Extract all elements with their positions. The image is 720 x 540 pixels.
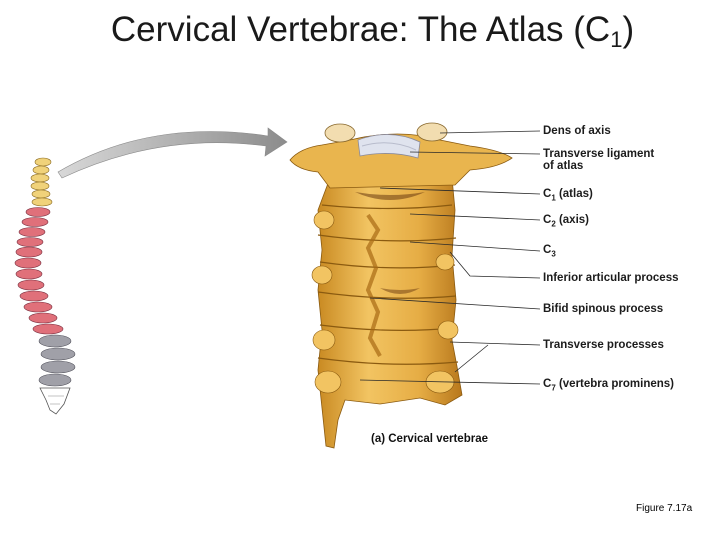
lumbar-region	[39, 335, 75, 386]
cervical-vertebrae-illustration	[290, 123, 512, 448]
label-c7-vertebra-prominens: $C_7$ (vertebra prominens)	[543, 378, 674, 393]
title-subscript: 1	[610, 27, 623, 52]
figure-reference: Figure 7.17a	[636, 503, 693, 514]
leader-dens	[440, 131, 540, 133]
label-transverse-ligament: Transverse ligament of atlas	[543, 148, 655, 172]
cervical-region	[31, 158, 52, 206]
label-c1-atlas: $C_1$ (atlas)	[543, 188, 593, 203]
leader-transverse-processes	[450, 342, 540, 345]
label-inferior-articular-process: Inferior articular process	[543, 272, 679, 284]
label-transverse-processes: Transverse processes	[543, 339, 664, 351]
label-c2-axis: $C_2$ (axis)	[543, 214, 590, 229]
sacrum-coccyx	[40, 388, 70, 414]
title-main: Cervical Vertebrae: The Atlas (C	[110, 10, 611, 49]
spine-overview	[15, 158, 75, 414]
leader-inferior-articular	[450, 252, 540, 278]
figure-caption: (a) Cervical vertebrae	[371, 433, 488, 445]
title-close: )	[622, 10, 635, 49]
thoracic-region	[15, 208, 63, 335]
curved-arrow	[58, 128, 287, 178]
leader-transverse-processes-2	[455, 345, 488, 372]
label-dens-of-axis: Dens of axis	[543, 125, 611, 137]
label-c3: $C_3$	[543, 244, 556, 259]
label-bifid-spinous-process: Bifid spinous process	[543, 303, 664, 315]
